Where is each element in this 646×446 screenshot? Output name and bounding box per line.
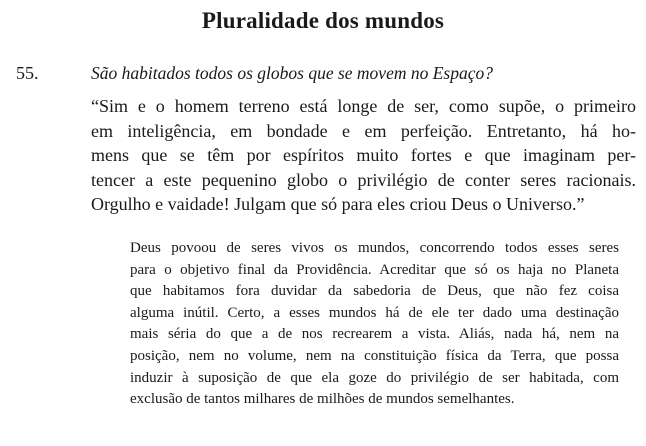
commentary-line: que habitamos fora duvidar da sabedoria de Deus, que não fez coisa <box>130 283 619 300</box>
answer-line: mens que se têm por espíritos muito fortes e que imaginam per- <box>91 145 636 166</box>
answer-line: “Sim e o homem terreno está longe de ser, como supõe, o primeiro <box>91 96 636 116</box>
commentary-paragraph <box>130 238 619 411</box>
commentary-line: mais séria do que a de nos recrearem a vista. Aliás, nada há, nem na <box>130 326 619 343</box>
answer-paragraph <box>91 94 636 217</box>
answer-line: tencer a este pequenino globo o privilégio de conter seres racionais. <box>91 169 636 190</box>
commentary-line: posição, nem no volume, nem na constituição física da Terra, que possa <box>130 347 619 364</box>
commentary-line: para o objetivo final da Providência. Acreditar que só os haja no Planeta <box>130 261 619 278</box>
commentary-line: alguma inútil. Certo, a esses mundos há de ele ter dado uma destinação <box>130 304 619 321</box>
commentary-line: induzir à suposição de que ela goze do privilégio de ser habitada, com <box>130 369 619 386</box>
commentary-line: Deus povoou de seres vivos os mundos, concorrendo todos esses seres <box>130 240 619 256</box>
question-number: 55. <box>16 63 39 83</box>
section-heading: Pluralidade dos mundos <box>201 8 445 33</box>
answer-line: Orgulho e vaidade! Julgam que só para eles criou Deus o Universo.” <box>91 194 585 215</box>
commentary-line: exclusão de tantos milhares de milhões de mundos semelhantes. <box>130 391 515 408</box>
question-text: São habitados todos os globos que se movem no Espaço? <box>91 63 493 83</box>
answer-line: em inteligência, em bondade e em perfeição. Entretanto, há ho- <box>91 120 636 141</box>
